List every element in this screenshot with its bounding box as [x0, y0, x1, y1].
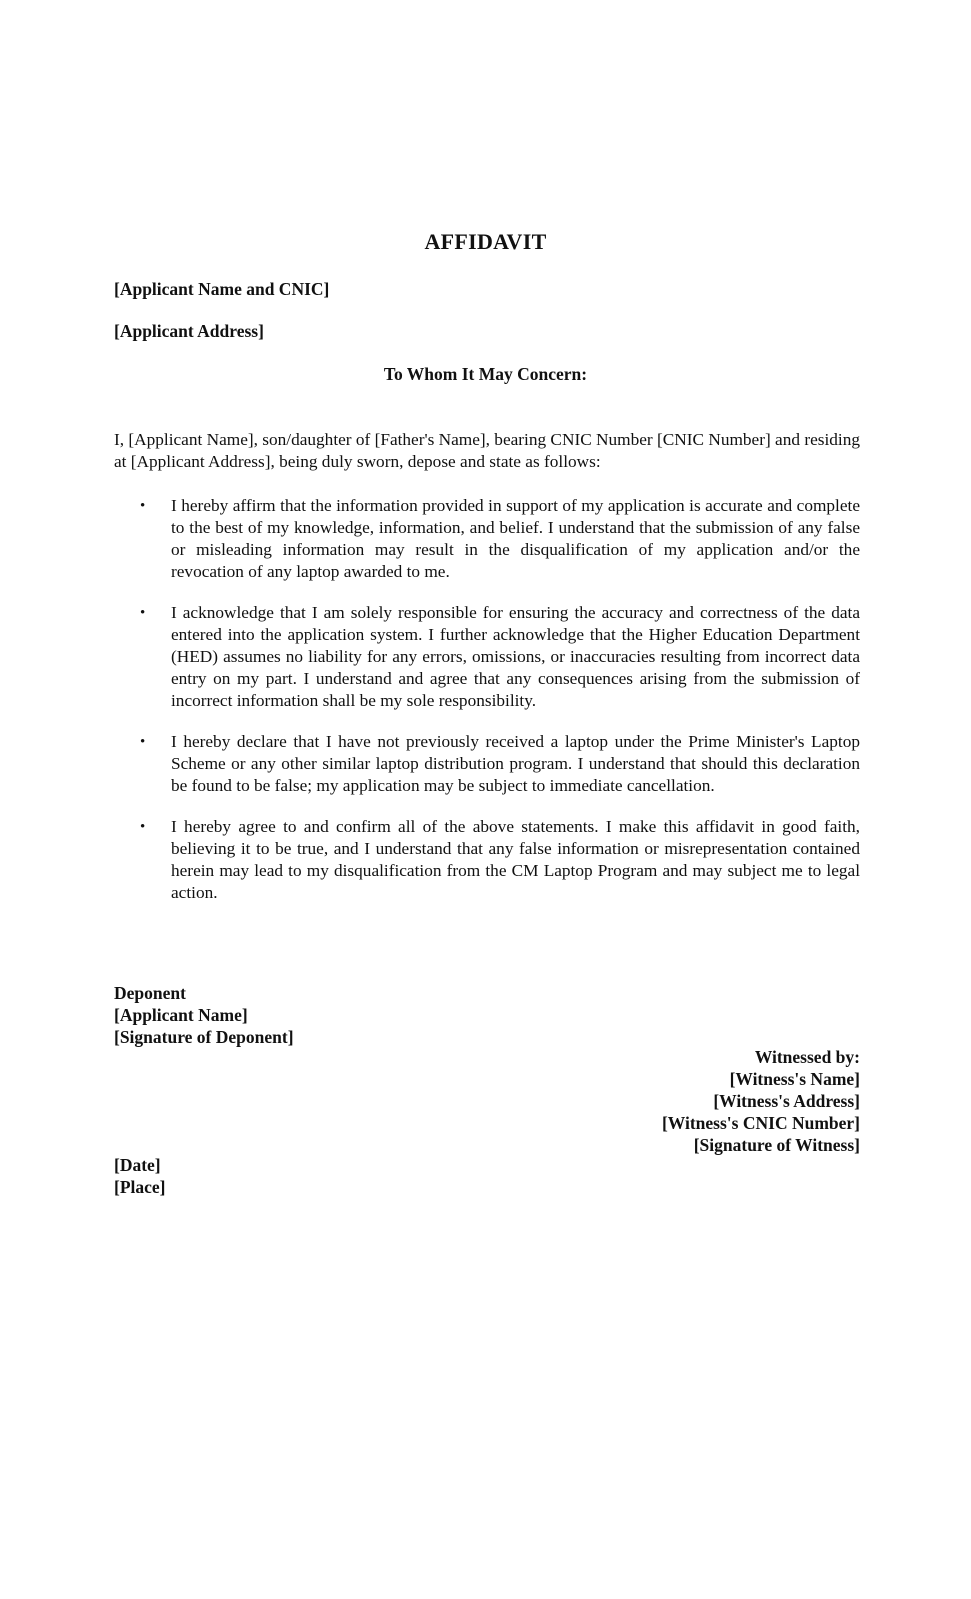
date-field: [Date] [114, 1155, 161, 1175]
statement-text: I hereby affirm that the information provided in support of my application is accurate and complete to the best of my knowledge, information, and belief. I understand that the submission of any false or misleading information may result in the disqualification of my application and/or the revocation of any laptop awarded to me. [171, 496, 860, 581]
witness-signature: [Signature of Witness] [693, 1135, 860, 1155]
witness-block [560, 1046, 860, 1156]
statement-item [114, 602, 860, 712]
bullet-icon: • [140, 819, 146, 835]
witness-name: [Witness's Name] [729, 1069, 860, 1089]
bullet-icon: • [140, 498, 146, 514]
place-field: [Place] [114, 1177, 166, 1197]
applicant-name-cnic: [Applicant Name and CNIC] [114, 279, 330, 299]
witness-cnic: [Witness's CNIC Number] [661, 1113, 860, 1133]
witness-address: [Witness's Address] [713, 1091, 860, 1111]
deponent-block [114, 982, 294, 1048]
intro-paragraph: I, [Applicant Name], son/daughter of [Father's Name], bearing CNIC Number [CNIC Number] and residing at [Applicant Address], being duly sworn, depose and state as follows: [114, 430, 861, 471]
salutation: To Whom It May Concern: [383, 364, 588, 384]
bullet-icon: • [140, 734, 146, 750]
date-place-block [114, 1154, 166, 1198]
statement-text: I acknowledge that I am solely responsible for ensuring the accuracy and correctness of the data entered into the application system. I further acknowledge that the Higher Education Department (HED) assumes no liability for any errors, omissions, or inaccuracies resulting from incorrect data entry on my part. I understand and agree that any consequences arising from the submission of incorrect information shall be my sole responsibility. [171, 603, 860, 710]
statement-item [114, 731, 860, 797]
deponent-name: [Applicant Name] [114, 1005, 248, 1025]
applicant-address: [Applicant Address] [114, 321, 264, 341]
statement-item [114, 816, 860, 904]
statement-item [114, 495, 860, 583]
deponent-label: Deponent [114, 983, 186, 1003]
deponent-signature: [Signature of Deponent] [114, 1027, 294, 1047]
statements-list [114, 495, 860, 923]
statement-text: I hereby declare that I have not previously received a laptop under the Prime Minister's Laptop Scheme or any other similar laptop distribution program. I understand that should this declaration be found to be false; my application may be subject to immediate cancellation. [171, 732, 860, 795]
document-title: AFFIDAVIT [424, 229, 547, 254]
witness-label: Witnessed by: [754, 1047, 860, 1067]
statement-text: I hereby agree to and confirm all of the above statements. I make this affidavit in good faith, believing it to be true, and I understand that any false information or misrepresentation contained herein may lead to my disqualification from the CM Laptop Program and may subject me to legal action. [171, 817, 860, 902]
bullet-icon: • [140, 605, 146, 621]
